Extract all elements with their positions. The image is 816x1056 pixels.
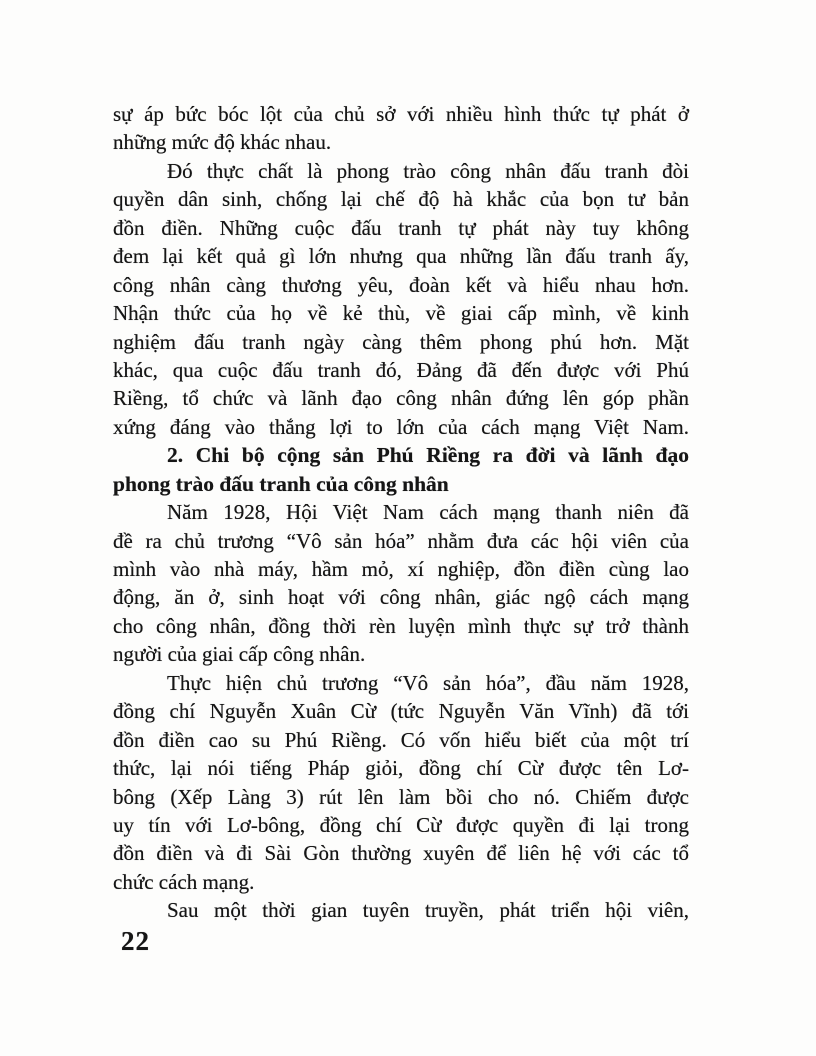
text-line: đề ra chủ trương “Vô sản hóa” nhằm đưa các hội viên của — [113, 528, 689, 553]
text-line: đồn điền cao su Phú Riềng. Có vốn hiểu biết của một trí — [113, 727, 689, 752]
text-line: uy tín với Lơ-bông, đồng chí Cừ được quyền đi lại trong — [113, 812, 689, 837]
text-line: Sau một thời gian tuyên truyền, phát triển hội viên, — [167, 898, 689, 923]
text-line: đem lại kết quả gì lớn nhưng qua những lần đấu tranh ấy, — [113, 244, 689, 269]
heading-line: phong trào đấu tranh của công nhân — [113, 471, 449, 496]
text-line: động, ăn ở, sinh hoạt với công nhân, giác ngộ cách mạng — [113, 585, 689, 610]
text-line: mình vào nhà máy, hầm mỏ, xí nghiệp, đồn điền cùng lao — [113, 557, 689, 581]
page-text-block — [113, 100, 689, 925]
text-line: chức cách mạng. — [113, 869, 255, 894]
text-line: khác, qua cuộc đấu tranh đó, Đảng đã đến được với Phú — [113, 357, 689, 382]
page-number: 22 — [121, 926, 150, 956]
text-line: Đó thực chất là phong trào công nhân đấu tranh đòi — [167, 158, 689, 183]
text-line: nghiệm đấu tranh ngày càng thêm phong phú hơn. Mặt — [113, 329, 689, 354]
heading-line: 2. Chi bộ cộng sản Phú Riềng ra đời và lãnh đạo — [167, 443, 689, 468]
text-line: những mức độ khác nhau. — [113, 130, 332, 155]
text-line: Thực hiện chủ trương “Vô sản hóa”, đầu năm 1928, — [167, 670, 689, 695]
text-line: công nhân càng thương yêu, đoàn kết và hiểu nhau hơn. — [113, 272, 689, 297]
text-line: Năm 1928, Hội Việt Nam cách mạng thanh niên đã — [167, 500, 689, 525]
text-line: đồng chí Nguyễn Xuân Cừ (tức Nguyễn Văn Vĩnh) đã tới — [113, 699, 689, 724]
text-line: Nhận thức của họ về kẻ thù, về giai cấp mình, về kinh — [113, 301, 689, 326]
text-line: cho công nhân, đồng thời rèn luyện mình thực sự trở thành — [113, 613, 689, 638]
text-line: đồn điền. Những cuộc đấu tranh tự phát này tuy không — [113, 215, 689, 240]
text-line: thức, lại nói tiếng Pháp giỏi, đồng chí Cừ được tên Lơ- — [113, 756, 689, 781]
text-line: bông (Xếp Làng 3) rút lên làm bồi cho nó. Chiếm được — [113, 784, 689, 809]
text-line: quyền dân sinh, chống lại chế độ hà khắc của bọn tư bản — [113, 187, 689, 212]
text-line: người của giai cấp công nhân. — [113, 642, 366, 667]
text-line: Riềng, tổ chức và lãnh đạo công nhân đứng lên góp phần — [113, 386, 689, 411]
text-line: đồn điền và đi Sài Gòn thường xuyên để liên hệ với các tổ — [113, 841, 689, 866]
text-line: xứng đáng vào thắng lợi to lớn của cách mạng Việt Nam. — [113, 414, 689, 439]
text-line: sự áp bức bóc lột của chủ sở với nhiều hình thức tự phát ở — [113, 102, 689, 126]
